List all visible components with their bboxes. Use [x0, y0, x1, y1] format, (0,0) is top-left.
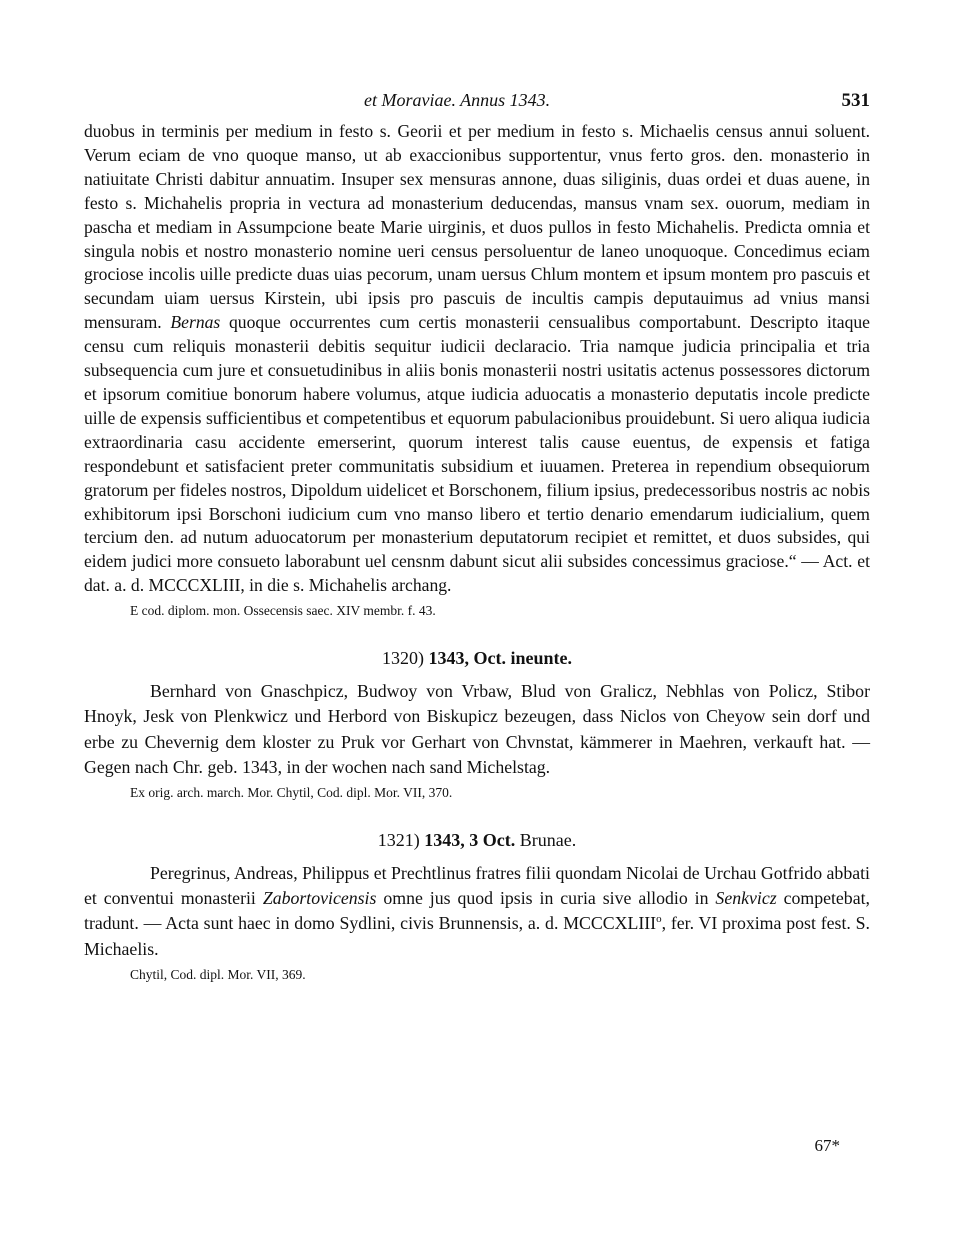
- doc-1321-date: 1343, 3 Oct.: [424, 829, 516, 850]
- doc-1320-number: 1320): [382, 648, 424, 669]
- doc-1321-source-note: Chytil, Cod. dipl. Mor. VII, 369.: [130, 966, 306, 982]
- doc-1320-date: 1343, Oct. ineunte.: [428, 648, 572, 669]
- document-page: [84, 80, 870, 984]
- doc-1321-text-d: , fer. VI proxima post fest. S. Michaelis.: [84, 913, 870, 959]
- doc-1320-source-note: Ex orig. arch. march. Mor. Chytil, Cod. dipl. Mor. VII, 370.: [130, 784, 453, 800]
- continuation-source-note: E cod. diplom. mon. Ossecensis saec. XIV membr. f. 43.: [130, 603, 436, 619]
- running-head: [84, 80, 870, 120]
- doc-1321-text-a: Peregrinus, Andreas, Philippus et Prechtlinus fratres filii quondam Nicolai de Urchau Gotfrido abbati et conventui monasterii: [84, 862, 870, 909]
- running-title: et Moraviae. Annus 1343.: [364, 90, 551, 110]
- doc-1321-text-b: omne jus quod ipsis in curia sive allodio in: [383, 888, 709, 909]
- continuation-text-part-2: quoque occurrentes cum certis monasterii censualibus comportabunt. Descripto itaque censu cum reliquis monasterii debitis sequitur iudicii declaracio. Tria namque judicia principalia et tria subsequencia cum jure et consuetudinibus in aliis bonis monasterii nostri usitatis actenus possessores dictorum et ipsorum comitiue bonorum habere volumus, atque iudicia aduocatis a monasterio deputatis incole predicte uille de expensis sufficientibus et competentibus et equorum pabulacionibus prouidebunt. Si uero aliqua iudicia extraordinaria casu accidente emerserint, quorum interest talis cause euentus, de expensis et fatiga respondebunt et satisfacient preter communitatis subsidium et iuuamen. Preterea in rependium obsequiorum gratorum per fideles nostros, Dipoldum uidelicet et Borschonem, filium ipsius, predecessoribus nostris ac nobis exhibitorum ipsi Borschoni iudicium cum vno manso libero et tertio denario emendarum iudicialium, quem tercium den. ad nutum aduocatorum per monasterium deputatorum recipiet et remittet, et duos subsides, qui eidem judici more consueto laborabunt uel censnm dabunt sicut alii subsides concessimus graciose.“ — Act. et dat. a. d. MCCCXLIII, in die s. Michahelis archang.: [84, 312, 870, 596]
- senkvicz-italic: Senkvicz: [715, 888, 777, 909]
- bernas-italic: Bernas: [170, 312, 221, 333]
- doc-1321-superscript: o: [656, 913, 662, 926]
- doc-1321-heading: [84, 830, 870, 851]
- doc-1320-heading: [84, 648, 870, 669]
- doc-1321-text: [84, 861, 870, 962]
- page-number: 531: [841, 90, 870, 111]
- zabortovicensis-italic: Zabortovicensis: [262, 888, 377, 909]
- signature-folio-mark: 67*: [814, 1136, 840, 1155]
- doc-1320-text: Bernhard von Gnaschpicz, Budwoy von Vrbaw, Blud von Gralicz, Nebhlas von Policz, Stibor Hnoyk, Jesk von Plenkwicz und Herbord von Biskupicz bezeugen, dass Niclos von Cheyow sein dorf und erbe zu Chevernig dem kloster zu Pruk vor Gerhart von Chvnstat, kämmerer in Maehren, verkauft hat. — Gegen nach Chr. geb. 1343, in der wochen nach sand Michelstag.: [84, 681, 870, 777]
- doc-1321-text-c: competebat, tradunt. — Acta sunt haec in domo Sydlini, civis Brunnensis, a. d. MCCCXLIII: [84, 888, 870, 934]
- doc-1321-number: 1321): [377, 829, 420, 850]
- continuation-text-part-1: duobus in terminis per medium in festo s. Georii et per medium in festo s. Michaelis census annui soluent. Verum eciam de vno quoque manso, ut ab exaccionibus supportentur, vnus ferto gros. den. monasterio in natiuitate Christi dabitur annuatim. Insuper sex mensuras annone, duas siliginis, duas ordei et duas auene, in festo s. Michahelis propria in vectura ad monasterium deducendas, mansus vnam sex. ouorum, mediam in pascha et mediam in Assumpcione beate Marie uirginis, et duos pullos in festo Michahelis. Predicta omnia et singula nobis et nostro monasterio nomine ueri census persoluentur de laneo unoquoque. Concedimus eciam grociose incolis uille predicte duas uias pecorum, unam uersus Chlum montem et ipsum montem pro pascuis et secundam uiam uersus Kirstein, ubi ipsis pro pascuis de incultis campis deputauimus ad vnius mansi mensuram.: [84, 121, 870, 333]
- continuation-paragraph: [84, 120, 870, 598]
- doc-1321-place: Brunae.: [519, 829, 577, 850]
